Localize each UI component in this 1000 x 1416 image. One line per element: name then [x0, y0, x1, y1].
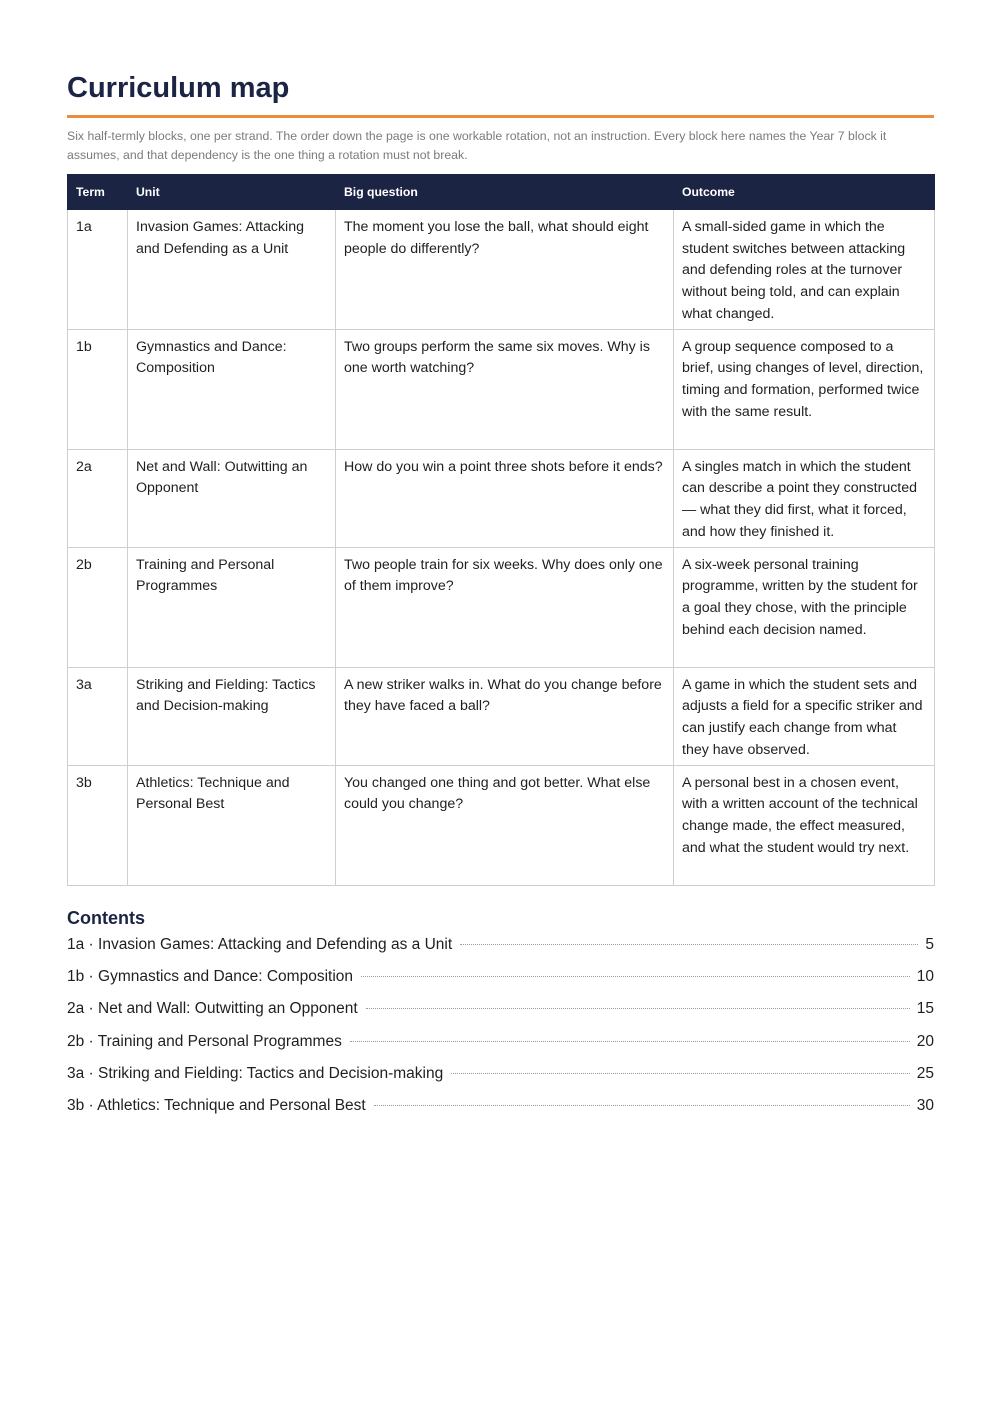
toc-entry-label[interactable]: 2a · Net and Wall: Outwitting an Opponent: [67, 1000, 358, 1018]
toc-entry-1b[interactable]: [67, 968, 934, 1000]
unit-cell: Gymnastics and Dance: Composition: [128, 329, 336, 449]
toc-entry-label[interactable]: 3b · Athletics: Technique and Personal Best: [67, 1097, 366, 1115]
table-row: [68, 547, 935, 667]
unit-cell: Striking and Fielding: Tactics and Decision-making: [128, 667, 336, 765]
header-outcome: Outcome: [674, 175, 935, 210]
toc-page-number[interactable]: 15: [916, 1000, 934, 1018]
question-cell: Two people train for six weeks. Why does only one of them improve?: [336, 547, 674, 667]
intro-paragraph: Six half-termly blocks, one per strand. The order down the page is one workable rotation, not an instruction. Every block here names the Year 7 block it assumes, and that dependency is the one thing a rotation must not break.: [67, 129, 887, 162]
toc-page-number[interactable]: 30: [916, 1097, 934, 1115]
unit-cell: Athletics: Technique and Personal Best: [128, 765, 336, 885]
curriculum-table: [67, 174, 935, 886]
toc-entry-3a[interactable]: [67, 1065, 934, 1097]
toc-entry-label[interactable]: 3a · Striking and Fielding: Tactics and Decision-making: [67, 1065, 444, 1083]
toc-entry-3b[interactable]: [67, 1097, 934, 1129]
toc-dot-leader: [361, 976, 910, 977]
outcome-cell: A six-week personal training programme, written by the student for a goal they chose, with the principle behind each decision named.: [674, 547, 935, 667]
table-header-row: [68, 175, 935, 210]
contents-heading: Contents: [67, 907, 145, 928]
toc-dot-leader: [460, 944, 918, 945]
unit-cell: Net and Wall: Outwitting an Opponent: [128, 449, 336, 547]
term-cell: 1b: [68, 329, 128, 449]
toc-entry-label[interactable]: 2b · Training and Personal Programmes: [67, 1032, 342, 1050]
term-cell: 1a: [68, 210, 128, 330]
toc-entry-2b[interactable]: [67, 1033, 934, 1065]
page-title: Curriculum map: [67, 72, 290, 104]
toc-entry-label[interactable]: 1b · Gymnastics and Dance: Composition: [67, 967, 354, 985]
table-row: [68, 667, 935, 765]
toc-entry-label[interactable]: 1a · Invasion Games: Attacking and Defending as a Unit: [67, 935, 453, 953]
table-row: [68, 449, 935, 547]
unit-cell: Training and Personal Programmes: [128, 547, 336, 667]
unit-cell: Invasion Games: Attacking and Defending as a Unit: [128, 210, 336, 330]
table-of-contents: [67, 936, 934, 1130]
toc-entry-2a[interactable]: [67, 1000, 934, 1032]
question-cell: How do you win a point three shots before it ends?: [336, 449, 674, 547]
header-unit: Unit: [128, 175, 336, 210]
table-row: [68, 765, 935, 885]
outcome-cell: A small-sided game in which the student switches between attacking and defending roles at the turnover without being told, and can explain what changed.: [674, 210, 935, 330]
toc-dot-leader: [350, 1041, 910, 1042]
toc-page-number[interactable]: 10: [916, 967, 934, 985]
term-cell: 3a: [68, 667, 128, 765]
question-cell: A new striker walks in. What do you change before they have faced a ball?: [336, 667, 674, 765]
term-cell: 2a: [68, 449, 128, 547]
question-cell: You changed one thing and got better. What else could you change?: [336, 765, 674, 885]
outcome-cell: A group sequence composed to a brief, using changes of level, direction, timing and formation, performed twice with the same result.: [674, 329, 935, 449]
table-row: [68, 210, 935, 330]
header-term: Term: [68, 175, 128, 210]
outcome-cell: A personal best in a chosen event, with a written account of the technical change made, the effect measured, and what the student would try next.: [674, 765, 935, 885]
toc-entry-1a[interactable]: [67, 936, 934, 968]
table-row: [68, 329, 935, 449]
toc-page-number[interactable]: 5: [925, 935, 934, 953]
term-cell: 3b: [68, 765, 128, 885]
question-cell: The moment you lose the ball, what should eight people do differently?: [336, 210, 674, 330]
toc-page-number[interactable]: 25: [916, 1065, 934, 1083]
header-big-question: Big question: [336, 175, 674, 210]
question-cell: Two groups perform the same six moves. Why is one worth watching?: [336, 329, 674, 449]
toc-dot-leader: [374, 1105, 910, 1106]
toc-page-number[interactable]: 20: [916, 1032, 934, 1050]
outcome-cell: A singles match in which the student can describe a point they constructed — what they did first, what it forced, and how they finished it.: [674, 449, 935, 547]
toc-dot-leader: [366, 1008, 910, 1009]
term-cell: 2b: [68, 547, 128, 667]
outcome-cell: A game in which the student sets and adjusts a field for a specific striker and can justify each change from what they have observed.: [674, 667, 935, 765]
toc-dot-leader: [451, 1073, 910, 1074]
title-underline: [67, 115, 934, 118]
